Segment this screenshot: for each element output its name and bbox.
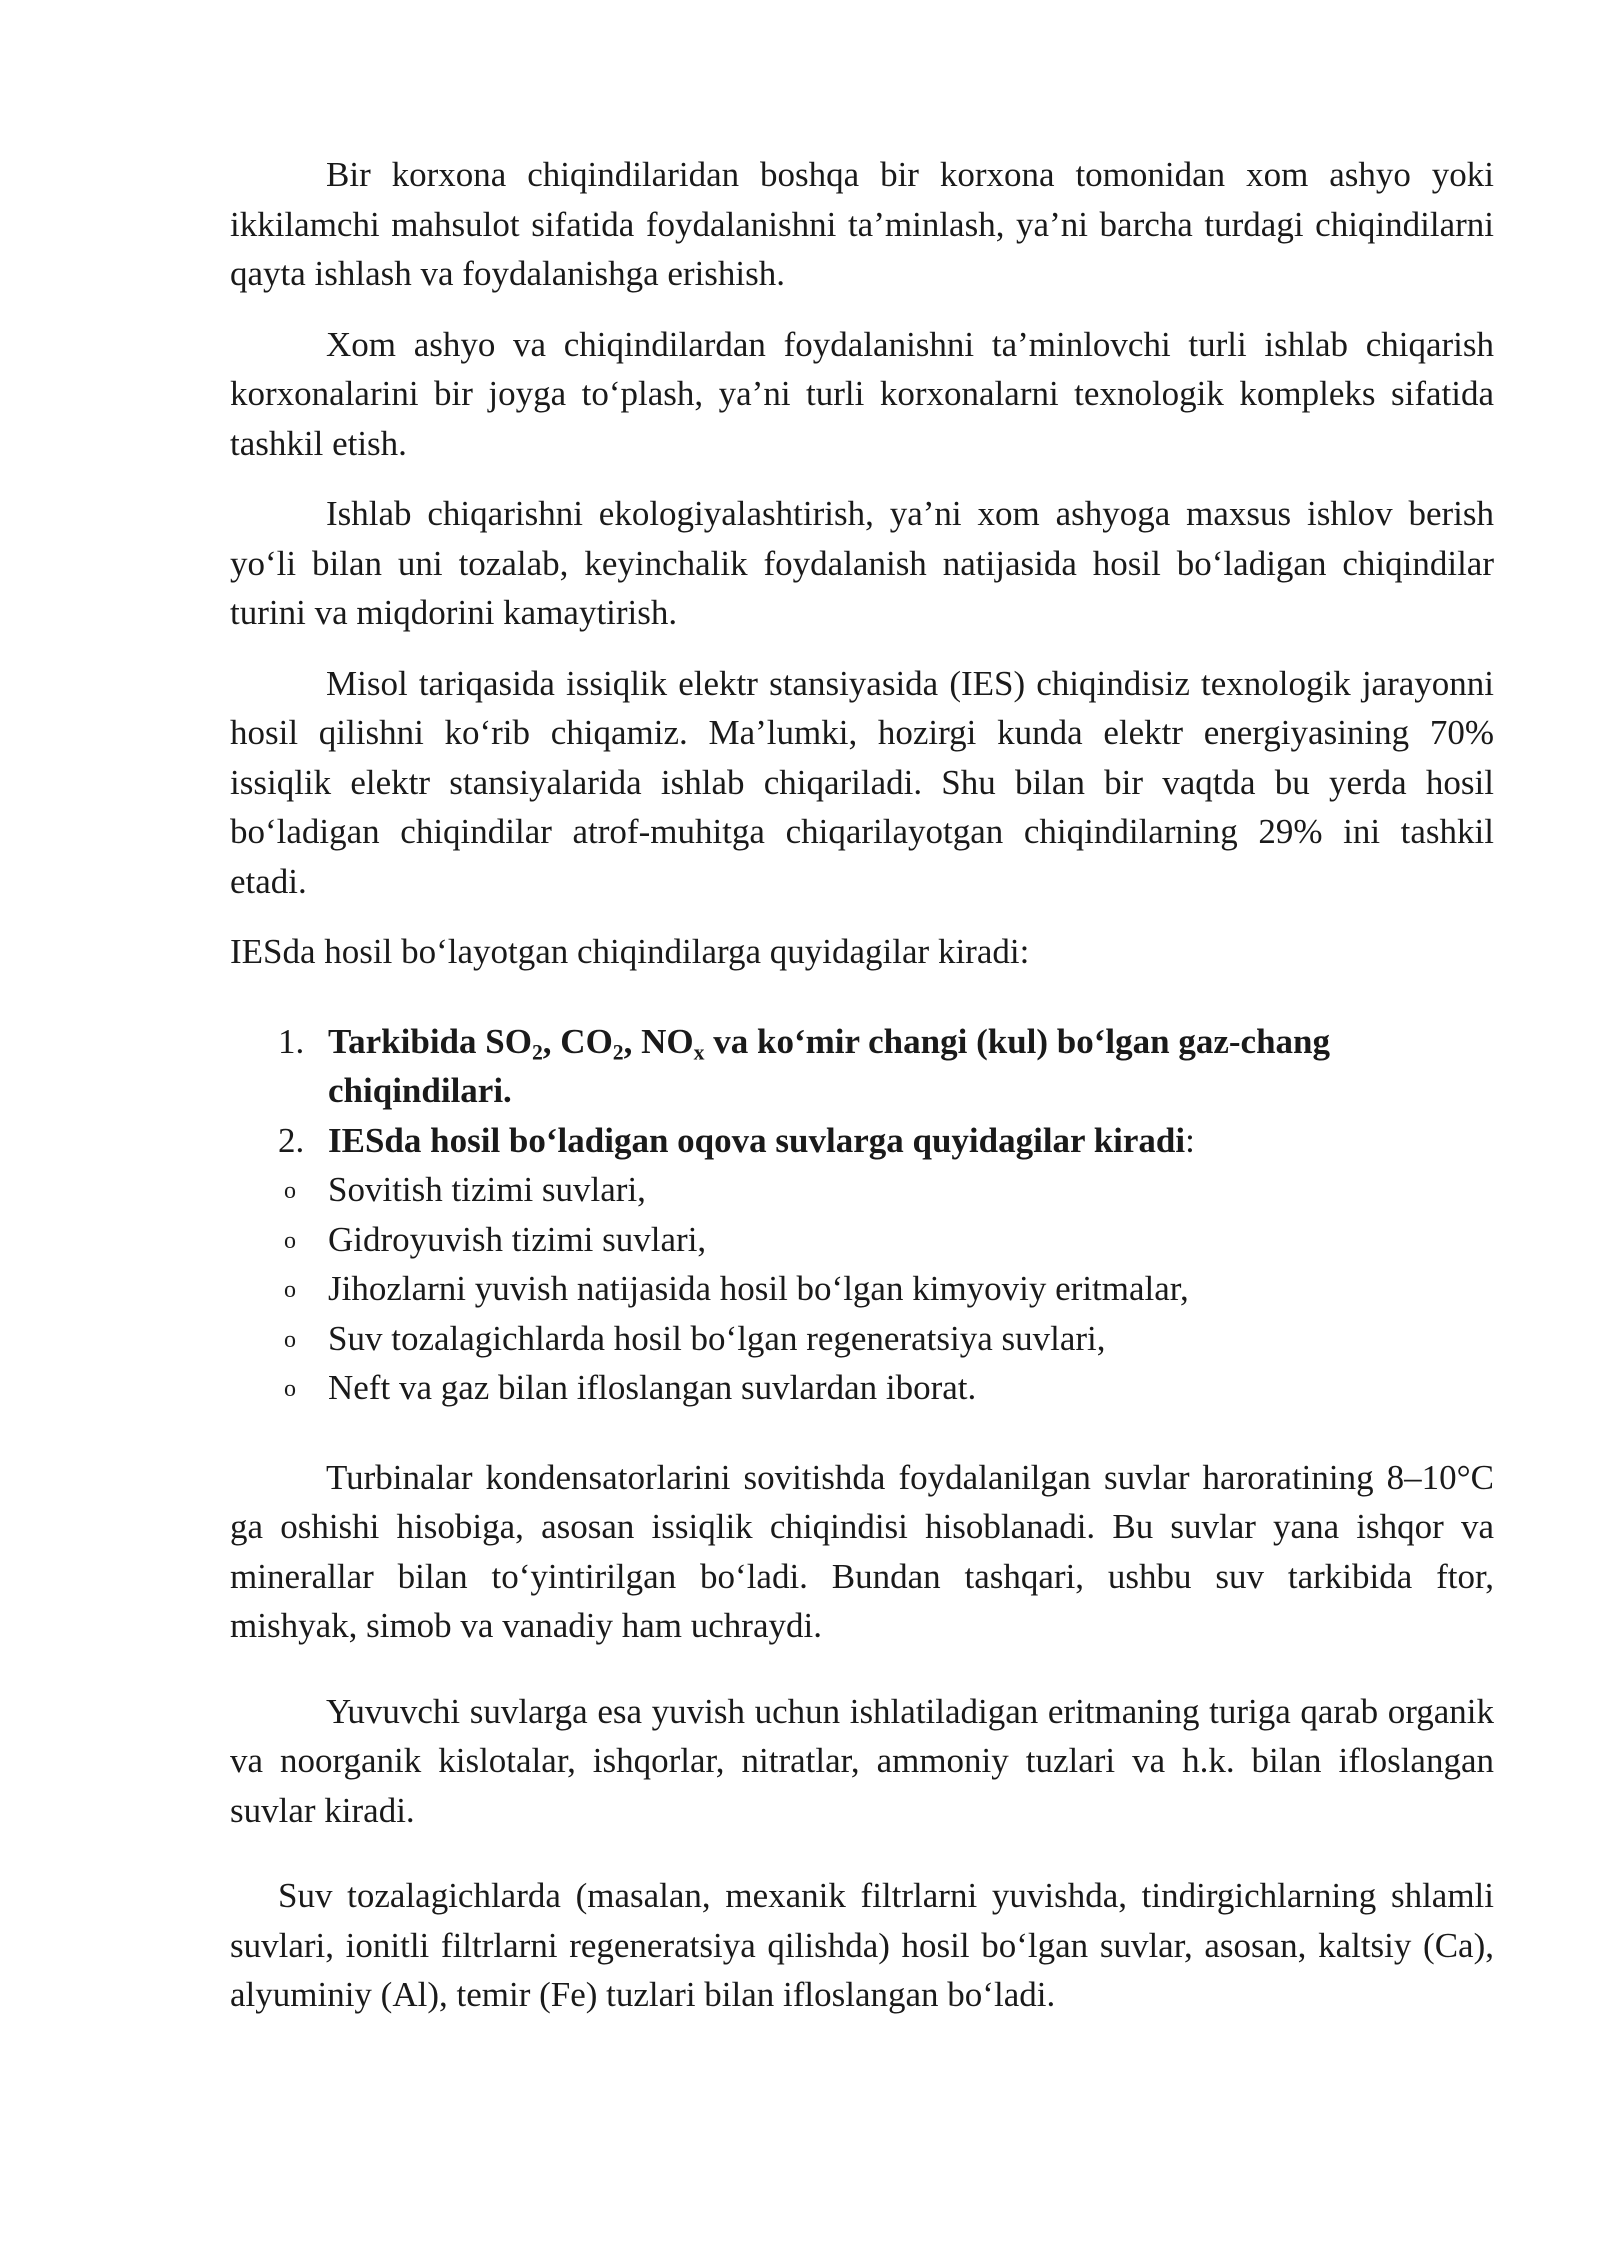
list-item: o Suv tozalagichlarda hosil bo‘lgan regeneratsiya suvlari, xyxy=(328,1314,1494,1364)
list-item-heading: IESda hosil bo‘ladigan oqova suvlarga quyidagilar kiradi xyxy=(328,1120,1186,1160)
paragraph-turbine-cooling: Turbinalar kondensatorlarini sovitishda foydalanilgan suvlar haroratining 8–10°C ga oshishi hisobiga, asosan issiqlik chiqindisi hisoblanadi. Bu suvlar yana ishqor va minerallar bilan to‘yintirilgan bo‘ladi. Bundan tashqari, ushbu suv tarkibida ftor, mishyak, simob va vanadiy ham uchraydi. xyxy=(230,1457,1494,1645)
paragraph-waste-reuse: Bir korxona chiqindilaridan boshqa bir korxona tomonidan xom ashyo yoki ikkilamchi mahsulot sifatida foydalanishni ta’minlash, ya’ni barcha turdagi chiqindilarni qayta ishlash va foydalanishga erishish. xyxy=(230,155,1494,293)
spacer xyxy=(230,1413,1494,1453)
list-item-text: Tarkibida $SO_2$, $CO_2$, $NO_x$ va ko‘mir changi (kul) bo‘lgan gaz-chang chiqindilari. xyxy=(328,1021,1331,1110)
numbered-list xyxy=(230,1017,1494,1413)
bullet-icon: o xyxy=(284,1326,296,1353)
list-item: o Sovitish tizimi suvlari, xyxy=(328,1165,1494,1215)
paragraph-ies-example: Misol tariqasida issiqlik elektr stansiyasida (IES) chiqindisiz texnologik jarayonni hosil qilishni ko‘rib chiqamiz. Ma’lumki, hozirgi kunda elektr energiyasining 70% issiqlik elektr stansiyalarida ishlab chiqariladi. Shu bilan bir vaqtda bu yerda hosil bo‘ladigan chiqindilar atrof-muhitga chiqarilayotgan chiqindilarning 29% ini tashkil etadi. xyxy=(230,663,1494,901)
paragraph-washing-water: Yuvuvchi suvlarga esa yuvish uchun ishlatiladigan eritmaning turiga qarab organik va noorganik kislotalar, ishqorlar, nitratlar, ammoniy tuzlari va h.k. bilan ifloslangan suvlar kiradi. xyxy=(230,1691,1494,1830)
list-item-wastewater: 2. IESda hosil bo‘ladigan oqova suvlarga quyidagilar kiradi: o Sovitish tizimi suvlari, o Gidroyuvish tizimi suvlari, o Jihozlarni yuvish natijasida hosil bo‘lgan kimyoviy eritmalar, o Suv tozalagichlarda hosil bo‘lgan regeneratsiya suvlari, o Neft va gaz bilan ifloslangan suvlardan iborat. xyxy=(230,1116,1494,1413)
bullet-icon: o xyxy=(284,1227,296,1254)
paragraph-industrial-complex: Xom ashyo va chiqindilardan foydalanishni ta’minlovchi turli ishlab chiqarish korxonalarini bir joyga to‘plash, ya’ni turli korxonalarni texnologik kompleks sifatida tashkil etish. xyxy=(230,324,1494,463)
paragraph-water-treatment: Suv tozalagichlarda (masalan, mexanik filtrlarni yuvishda, tindirgichlarning shlamli suvlari, ionitli filtrlarni regeneratsiya qilishda) hosil bo‘lgan suvlar, asosan, kaltsiy (Ca), alyuminiy (Al), temir (Fe) tuzlari bilan ifloslangan bo‘ladi. xyxy=(230,1876,1494,2014)
wastewater-sub-list xyxy=(284,1165,1494,1413)
paragraph-ecologization: Ishlab chiqarishni ekologiyalashtirish, ya’ni xom ashyoga maxsus ishlov berish yo‘li bilan uni tozalab, keyinchalik foydalanish natijasida hosil bo‘ladigan chiqindilar turini va miqdorini kamaytirish. xyxy=(230,494,1494,632)
list-item-gas-dust xyxy=(230,1017,1494,1116)
list-number: 1. xyxy=(278,1021,305,1061)
list-item: o Jihozlarni yuvish natijasida hosil bo‘lgan kimyoviy eritmalar, xyxy=(328,1264,1494,1314)
paragraph-ies-waste-intro: IESda hosil bo‘layotgan chiqindilarga quyidagilar kiradi: xyxy=(230,932,1030,971)
bullet-icon: o xyxy=(284,1277,296,1303)
list-number: 2. xyxy=(278,1120,305,1160)
list-item: o Gidroyuvish tizimi suvlari, xyxy=(328,1215,1494,1265)
bullet-icon: o xyxy=(284,1376,296,1402)
list-item: o Neft va gaz bilan ifloslangan suvlardan iborat. xyxy=(328,1363,1494,1413)
document-page xyxy=(230,150,1494,2020)
bullet-icon: o xyxy=(284,1178,296,1204)
